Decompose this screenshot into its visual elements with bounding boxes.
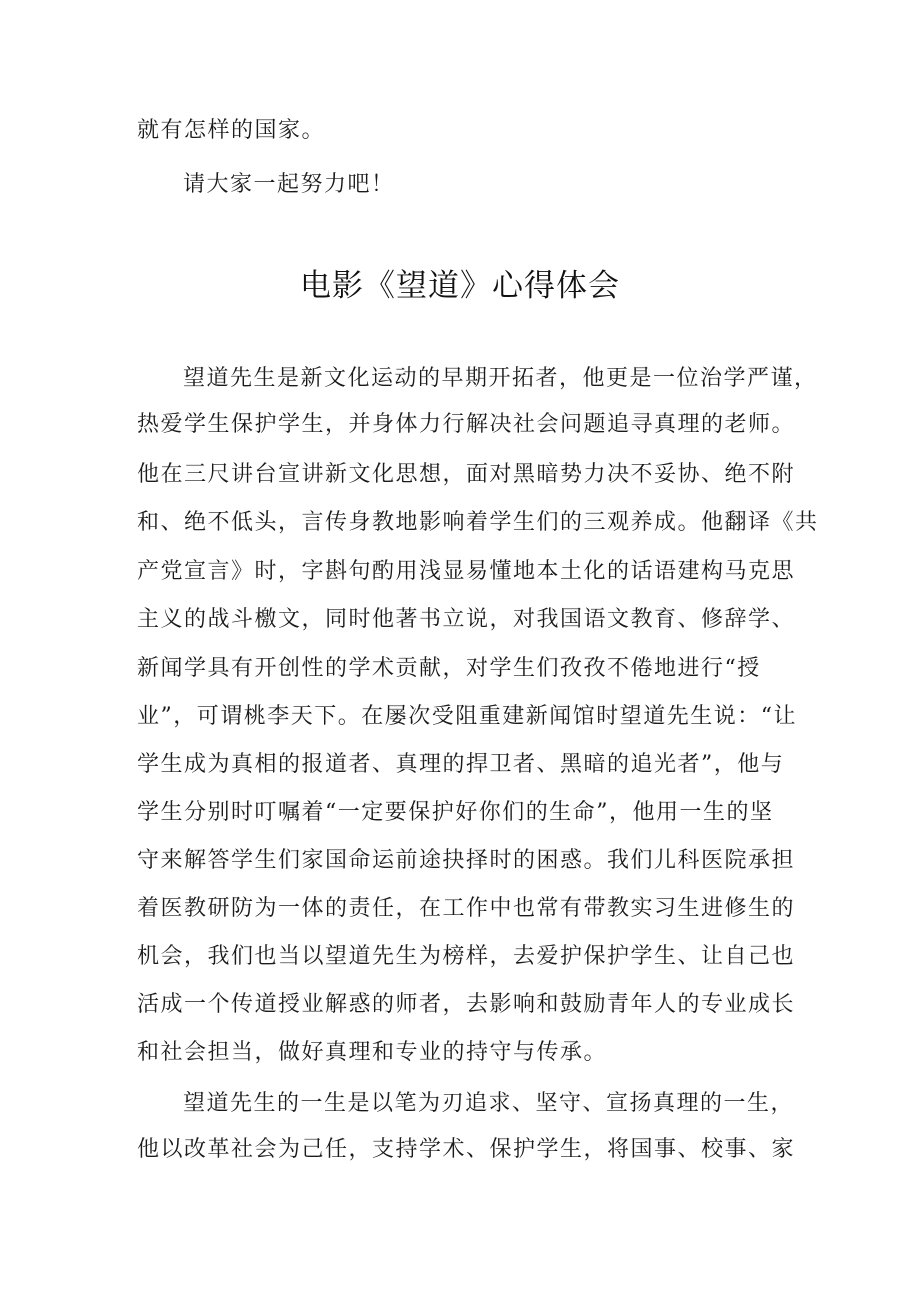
paragraph-1-line-5: 产党宣言》时，字斟句酌用浅显易懂地本土化的话语建构马克思 [137,559,796,584]
paragraph-1-line-3: 他在三尺讲台宣讲新文化思想，面对黑暗势力决不妥协、绝不附 [137,462,796,487]
paragraph-1-line-4: 和、绝不低头，言传身教地影响着学生们的三观养成。他翻译《共 [137,510,819,535]
paragraph-2-line-2: 他以改革社会为己任，支持学术、保护学生，将国事、校事、家 [137,1137,796,1162]
paragraph-1-line-9: 学生成为真相的报道者、真理的捍卫者、黑暗的追光者”，他与 [137,752,785,777]
paragraph-1-line-12: 着医教研防为一体的责任，在工作中也常有带教实习生进修生的 [137,896,796,921]
paragraph-1-line-15: 和社会担当，做好真理和专业的持守与传承。 [137,1040,608,1065]
article-title: 电影《望道》心得体会 [300,268,620,304]
paragraph-1-line-13: 机会，我们也当以望道先生为榜样，去爱护保护学生、让自己也 [137,944,796,969]
paragraph-2-line-1: 望道先生的一生是以笔为刃追求、坚守、宣扬真理的一生， [183,1091,795,1116]
paragraph-1-line-2: 热爱学生保护学生，并身体力行解决社会问题追寻真理的老师。 [137,412,796,437]
paragraph-1-line-11: 守来解答学生们家国命运前途抉择时的困惑。我们儿科医院承担 [137,848,796,873]
paragraph-1-line-1: 望道先生是新文化运动的早期开拓者，他更是一位治学严谨， [183,366,818,391]
carryover-line-2: 请大家一起努力吧！ [183,172,395,197]
paragraph-1-line-10: 学生分别时叮嘱着“一定要保护好你们的生命”，他用一生的坚 [137,800,774,825]
paragraph-1-line-8: 业”，可谓桃李天下。在屡次受阻重建新闻馆时望道先生说：“让 [137,704,797,729]
paragraph-1-line-14: 活成一个传道授业解惑的师者，去影响和鼓励青年人的专业成长 [137,992,796,1017]
paragraph-1-line-7: 新闻学具有开创性的学术贡献，对学生们孜孜不倦地进行“授 [137,656,761,681]
carryover-line-1: 就有怎样的国家。 [137,118,326,143]
paragraph-1-line-6: 主义的战斗檄文，同时他著书立说，对我国语文教育、修辞学、 [137,607,796,632]
